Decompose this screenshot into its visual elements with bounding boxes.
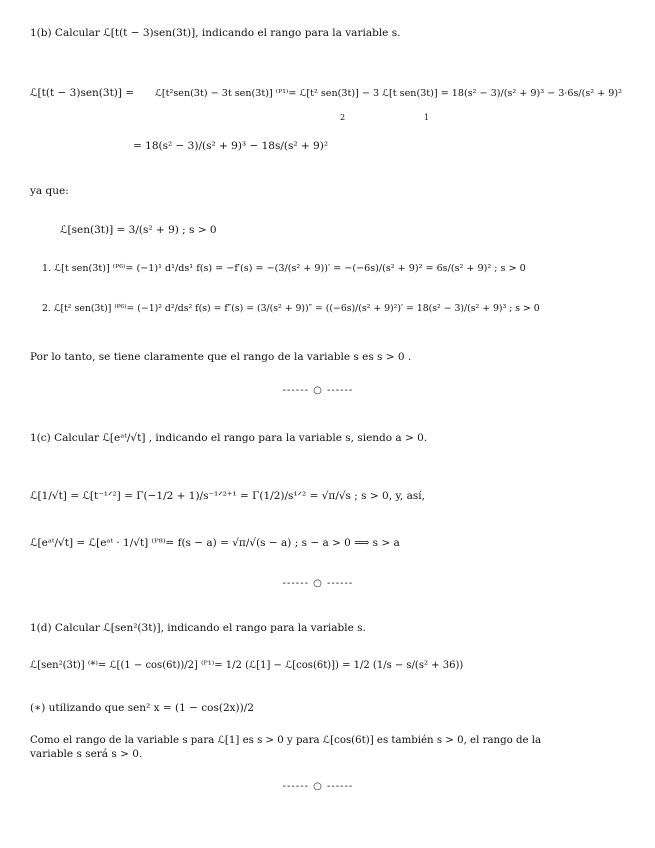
section-d-conclusion-line-2: variable s será s > 0. [30, 748, 143, 760]
section-c-eq1: ℒ[1/√t] = ℒ[t⁻¹ᐟ²] = Γ(−1/2 + 1)/s⁻¹ᐟ²⁺¹ = Γ(1/2)/s¹ᐟ² = √π/√s ; s > 0, y, así, [30, 490, 425, 502]
section-b-ya-que: ya que: [30, 185, 69, 197]
separator-1: ------ ○ ------ [282, 385, 354, 396]
section-d-eq1: ℒ[sen²(3t)] ⁽*⁾= ℒ[(1 − cos(6t))/2] ⁽ᴾ¹⁾= 1/2 (ℒ[1] − ℒ[cos(6t)]) = 1/2 (1/s − s/(s² + 36)) [30, 660, 464, 671]
section-b-conclusion: Por lo tanto, se tiene claramente que el rango de la variable s es s > 0 . [30, 351, 412, 363]
section-b-header: 1(b) Calcular ℒ[t(t − 3)sen(3t)], indicando el rango para la variable s. [30, 27, 401, 39]
section-d-header: 1(d) Calcular ℒ[sen²(3t)], indicando el rango para la variable s. [30, 622, 366, 634]
section-b-underbrace-1: 1 [424, 113, 430, 122]
separator-3: ------ ○ ------ [282, 781, 354, 792]
section-c-header: 1(c) Calcular ℒ[eᵃᵗ/√t] , indicando el rango para la variable s, siendo a > 0. [30, 432, 428, 444]
section-b-base-transform: ℒ[sen(3t)] = 3/(s² + 9) ; s > 0 [60, 224, 217, 236]
section-b-eq2: = 18(s² − 3)/(s² + 9)³ − 18s/(s² + 9)² [133, 140, 329, 152]
separator-2: ------ ○ ------ [282, 578, 354, 589]
section-d-conclusion-line-1: Como el rango de la variable s para ℒ[1] es s > 0 y para ℒ[cos(6t)] es también s > 0, el rango de la [30, 735, 542, 746]
section-b-eq1-lhs: ℒ[t(t − 3)sen(3t)] = [30, 87, 135, 99]
section-b-item-2: 2. ℒ[t² sen(3t)] ⁽ᴾ⁶⁾= (−1)² d²/ds² f(s) = f″(s) = (3/(s² + 9))″ = ((−6s)/(s² + 9)²)′ = 18(s² − 3)/(s² + 9)³ ; s > 0 [42, 303, 540, 314]
section-c-eq2: ℒ[eᵃᵗ/√t] = ℒ[eᵃᵗ · 1/√t] ⁽ᴾ⁸⁾= f(s − a) = √π/√(s − a) ; s − a > 0 ⟹ s > a [30, 537, 400, 549]
section-d-note: (∗) utilizando que sen² x = (1 − cos(2x))/2 [30, 702, 254, 714]
section-b-eq1-rhs: ℒ[t²sen(3t) − 3t sen(3t)] ⁽ᴾ¹⁾= ℒ[t² sen(3t)] − 3 ℒ[t sen(3t)] = 18(s² − 3)/(s² + 9)³ − 3·6s/(s² + 9)² [155, 88, 622, 99]
section-b-underbrace-2: 2 [340, 113, 346, 122]
section-b-item-1: 1. ℒ[t sen(3t)] ⁽ᴾ⁶⁾= (−1)¹ d¹/ds¹ f(s) = −f′(s) = −(3/(s² + 9))′ = −(−6s)/(s² + 9)² = 6s/(s² + 9)² ; s > 0 [42, 263, 526, 274]
